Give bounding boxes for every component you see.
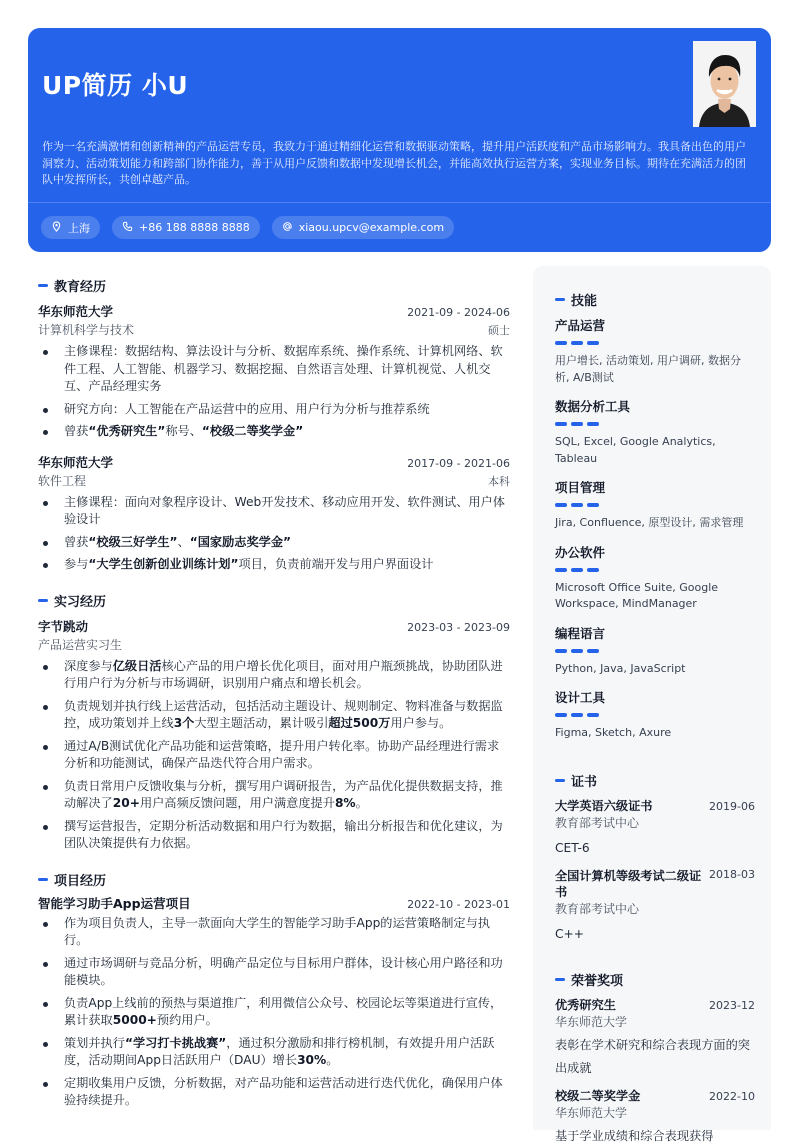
list-item: 研究方向：人工智能在产品运营中的应用、用户行为分析与推荐系统 [38,401,510,419]
project-date: 2022-10 - 2023-01 [407,897,510,911]
skill-group [555,688,755,742]
list-item: 主修课程：面向对象程序设计、Web开发技术、移动应用开发、软件测试、用户体验设计 [38,494,510,529]
certificate-issuer: 教育部考试中心 [555,901,640,916]
phone-chip[interactable] [112,216,260,239]
section-marker [38,284,48,287]
skill-level-indicator [555,568,755,572]
award-name: 优秀研究生 [555,997,616,1012]
skill-group [555,543,755,613]
email-text: xiaou.upcv@example.com [298,221,445,234]
skill-group [555,316,755,386]
list-item: 负责App上线前的预热与渠道推广，利用微信公众号、校园论坛等渠道进行宣传，累计获取5000+预约用户。 [38,995,510,1030]
skill-category: 编程语言 [555,625,606,641]
main-column [38,276,510,1115]
award-issuer: 华东师范大学 [555,1014,628,1029]
skill-group [555,478,755,532]
location-chip [41,216,100,239]
degree: 本科 [488,474,510,488]
section-title-education: 教育经历 [38,276,510,294]
list-item: 参与“大学生创新创业训练计划”项目，负责前端开发与用户界面设计 [38,556,510,574]
contact-list [41,216,454,239]
location-text: 上海 [68,221,90,235]
project-entry [38,894,510,1110]
skill-list: 用户增长, 活动策划, 用户调研, 数据分析, A/B测试 [555,354,741,384]
skill-level-indicator [555,422,755,426]
skill-category: 数据分析工具 [555,399,631,414]
internship-entry [38,617,510,853]
list-item: 深度参与亿级日活核心产品的用户增长优化项目，面对用户瓶颈挑战，协助团队进行用户行为分析与市场调研，识别用户痛点和增长机会。 [38,658,510,693]
skill-level-indicator [555,713,755,717]
award-name: 校级二等奖学金 [555,1088,641,1103]
email-chip[interactable] [272,216,454,239]
skill-level-indicator [555,649,755,653]
section-marker [555,978,565,981]
skill-category: 产品运营 [555,318,606,333]
list-item: 负责日常用户反馈收集与分析，撰写用户调研报告，为产品优化提供数据支持，推动解决了20+用户高频反馈问题，用户满意度提升8%。 [38,778,510,813]
internship-date: 2023-03 - 2023-09 [407,620,510,634]
certificate-date: 2018-03 [709,867,755,881]
skill-list: Figma, Sketch, Axure [555,726,672,739]
skill-group [555,397,755,467]
job-role: 产品运营实习生 [38,637,123,652]
section-marker [555,298,565,301]
list-item: 负责规划并执行线上运营活动，包括活动主题设计、规则制定、物料准备与数据监控，成功策划并上线3个大型主题活动，累计吸引超过500万用户参与。 [38,698,510,733]
company-name: 字节跳动 [38,618,89,634]
skill-category: 设计工具 [555,690,606,705]
section-title-skills: 技能 [555,290,755,308]
list-item: 通过A/B测试优化产品功能和运营策略，提升用户转化率。协助产品经理进行需求分析和功能测试，确保产品迭代符合用户需求。 [38,738,510,773]
list-item: 策划并执行“学习打卡挑战赛”，通过积分激励和排行榜机制，有效提升用户活跃度，活动期间App日活跃用户（DAU）增长30%。 [38,1035,510,1070]
section-marker [38,878,48,881]
certificate-issuer: 教育部考试中心 [555,815,640,830]
award-description: 表彰在学术研究和综合表现方面的突出成就 [555,1037,750,1075]
school-name: 华东师范大学 [38,454,114,470]
major: 软件工程 [38,473,87,488]
skill-category: 项目管理 [555,480,606,495]
award-entry [555,997,755,1080]
list-item: 曾获“校级三好学生”、“国家励志奖学金” [38,534,510,552]
award-date: 2023-12 [709,998,755,1012]
location-pin-icon [51,221,62,235]
certificate-date: 2019-06 [709,799,755,813]
major: 计算机科学与技术 [38,323,135,337]
section-marker [38,599,48,602]
education-date: 2017-09 - 2021-06 [407,456,510,470]
award-date: 2022-10 [709,1089,755,1103]
education-entry [38,453,510,574]
header-divider [28,202,771,203]
list-item: 通过市场调研与竞品分析，明确产品定位与目标用户群体，设计核心用户路径和功能模块。 [38,955,510,990]
certificate-entry [555,798,755,860]
education-date: 2021-09 - 2024-06 [407,306,510,319]
profile-summary: 作为一名充满激情和创新精神的产品运营专员，我致力于通过精细化运营和数据驱动策略，提升用户活跃度和产品市场影响力。我具备出色的用户洞察力、活动策划能力和跨部门协作能力，善于从用户反馈和数据中发现增长机会，并能高效执行运营方案，实现业务目标。期待在充满活力的团队中发挥所长，共创卓越产品。 [42,140,746,186]
phone-text: +86 188 8888 8888 [139,221,250,234]
list-item: 曾获“优秀研究生”称号、“校级二等奖学金” [38,423,510,441]
list-item: 定期收集用户反馈，分析数据，对产品功能和运营活动进行迭代优化，确保用户体验持续提升。 [38,1075,510,1110]
certificate-description: C++ [555,926,584,941]
resume-header [28,28,771,252]
sidebar [533,266,771,1143]
project-name: 智能学习助手App运营项目 [38,895,191,911]
list-item: 撰写运营报告，定期分析活动数据和用户行为数据，输出分析报告和优化建议，为团队决策提供有力依据。 [38,818,510,853]
certificate-name: 全国计算机等级考试二级证书 [555,868,702,899]
certificate-description: CET-6 [555,840,590,855]
at-sign-icon [282,221,293,235]
school-name: 华东师范大学 [38,304,114,319]
certificate-name: 大学英语六级证书 [555,798,653,813]
award-entry [555,1088,755,1148]
degree: 硕士 [488,324,510,337]
list-item: 作为项目负责人，主导一款面向大学生的智能学习助手App的运营策略制定与执行。 [38,915,510,950]
list-item: 主修课程：数据结构、算法设计与分析、数据库系统、操作系统、计算机网络、软件工程、人工智能、机器学习、数据挖掘、自然语言处理、计算机视觉、人机交互、产品经理实务 [38,343,510,396]
education-entry [38,302,510,441]
skill-list: Microsoft Office Suite, Google Workspace, MindManager [555,580,719,610]
skill-list: Jira, Confluence, 原型设计, 需求管理 [555,516,744,529]
profile-photo [693,41,756,127]
certificate-entry [555,868,755,946]
section-title-certificates: 证书 [555,772,755,790]
section-marker [555,779,565,782]
section-title-awards: 荣誉奖项 [555,971,755,989]
award-description: 基于学业成绩和综合表现获得 [555,1128,714,1143]
phone-icon [122,221,133,235]
resume-name: UP简历 小U [42,71,189,100]
section-title-internship: 实习经历 [38,592,510,610]
skill-level-indicator [555,503,755,507]
skill-group [555,624,755,678]
skill-list: Python, Java, JavaScript [555,661,686,675]
skill-level-indicator [555,341,755,345]
skill-list: SQL, Excel, Google Analytics, Tableau [555,435,716,465]
award-issuer: 华东师范大学 [555,1105,628,1120]
skill-category: 办公软件 [555,544,606,560]
section-title-project: 项目经历 [38,871,510,889]
